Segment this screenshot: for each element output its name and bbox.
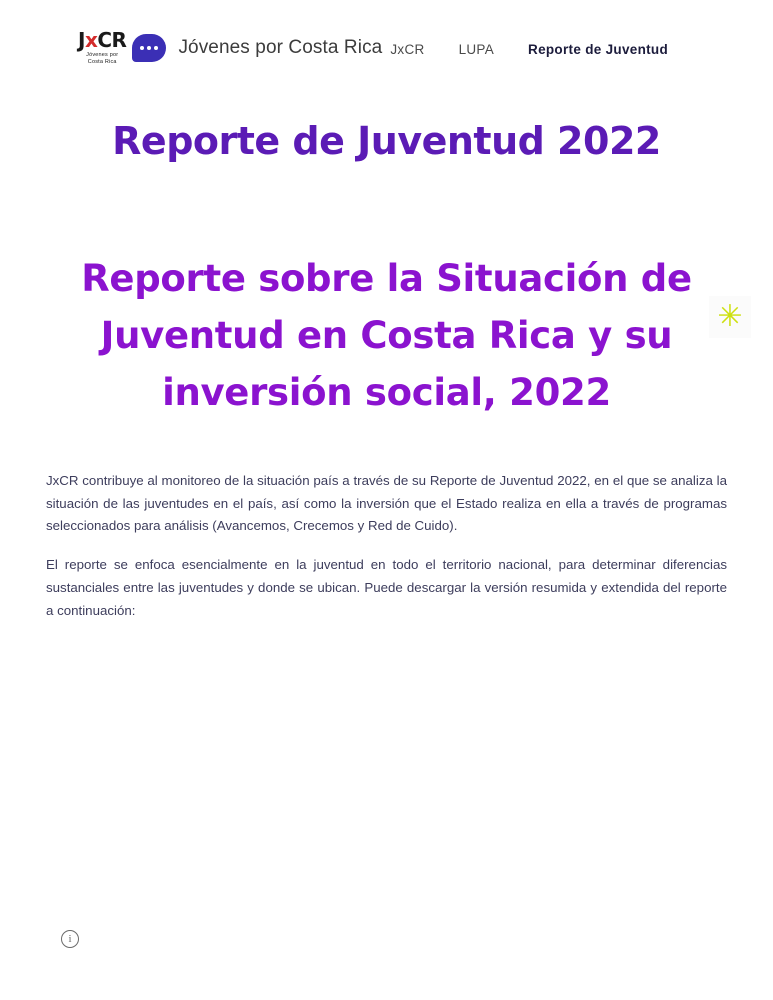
logo-wordmark-text: JxCR xyxy=(78,28,127,53)
logo-x: x xyxy=(84,28,98,53)
headline-section xyxy=(0,250,773,422)
nav-item-lupa[interactable]: LUPA xyxy=(458,41,495,57)
content-body xyxy=(0,470,773,623)
logo-subtitle-line2: Costa Rica xyxy=(87,59,117,65)
nav-item-jxcr[interactable]: JxCR xyxy=(390,41,425,57)
logo-subtitle-line1: Jóvenes por xyxy=(86,52,119,59)
asterisk-icon: ✳ xyxy=(709,296,751,338)
brand-name: Jóvenes por Costa Rica xyxy=(178,37,383,58)
bubble-dot xyxy=(147,46,151,50)
logo-wordmark xyxy=(78,30,126,66)
logo-mark xyxy=(78,30,166,66)
paragraph-2: El reporte se enfoca esencialmente en la juventud en todo el territorio nacional, para determinar diferencias sustanciales entre las juventudes y donde se ubican. Puede descargar la versión resumida y extendida del reporte a continuación: xyxy=(46,557,727,619)
headline: Reporte sobre la Situación de Juventud en Costa Rica y su inversión social, 2022 xyxy=(81,256,692,415)
chat-bubble-icon xyxy=(132,34,166,62)
bubble-dot xyxy=(140,46,144,50)
bubble-dot xyxy=(154,46,158,50)
brand-logo[interactable] xyxy=(78,30,382,66)
page-title: Reporte de Juventud 2022 xyxy=(112,119,661,163)
logo-subtitle xyxy=(78,52,126,66)
paragraph-1: JxCR contribuye al monitoreo de la situación país a través de su Reporte de Juventud 2022, en el que se analiza la situación de las juventudes en el país, así como la inversión que el Estado realiza en ella a través de programas seleccionados para análisis (Avancemos, Crecemos y Red de Cuido). xyxy=(46,472,727,534)
info-icon[interactable]: i xyxy=(61,930,79,948)
main-nav xyxy=(390,42,668,57)
site-header xyxy=(0,0,773,96)
nav-item-reporte-de-juventud[interactable]: Reporte de Juventud xyxy=(528,41,668,57)
